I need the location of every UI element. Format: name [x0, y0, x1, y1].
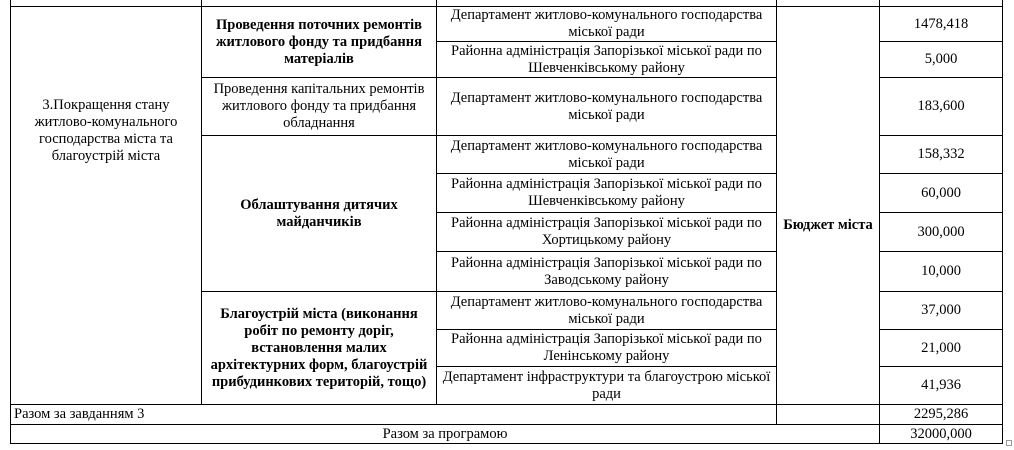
table-end-mark: [1006, 440, 1012, 446]
measure-name: Проведення поточних ремонтів житлового фонду та придбання матеріалів: [215, 16, 422, 67]
amount: 183,600: [917, 98, 965, 114]
executor: Департамент житлово-комунального господарства міської ради: [450, 89, 763, 123]
amount: 300,000: [917, 223, 965, 240]
executor: Департамент інфраструктури та благоустрою міської ради: [442, 368, 771, 402]
measure-name: Облаштування дитячих майданчиків: [240, 196, 398, 230]
program-total-label: Разом за програмою: [382, 425, 508, 442]
amount: 21,000: [921, 339, 961, 356]
amount: 158,332: [917, 146, 965, 162]
amount: 10,000: [921, 263, 961, 279]
executor: Районна адміністрація Запорізької міської ради по Заводському району: [451, 254, 762, 288]
executor: Департамент житлово-комунального господарства міської ради: [450, 293, 763, 327]
executor: Департамент житлово-комунального господарства міської ради: [450, 7, 763, 40]
program-total-value: 32000,000: [910, 425, 972, 442]
amount: 5,000: [924, 51, 958, 67]
executor: Районна адміністрація Запорізької міської ради по Шевченківському району: [451, 176, 762, 209]
amount: 60,000: [921, 184, 961, 201]
funding-source: Бюджет міста: [783, 217, 873, 233]
executor: Районна адміністрація Запорізької міської ради по Шевченківському району: [451, 42, 762, 76]
executor: Районна адміністрація Запорізької міської ради по Хортицькому району: [451, 215, 762, 248]
amount: 37,000: [921, 302, 961, 318]
amount: 41,936: [921, 377, 961, 393]
executor: Районна адміністрація Запорізької міської ради по Ленінському району: [451, 331, 762, 364]
task-total-value: 2295,286: [913, 406, 969, 422]
amount: 1478,418: [913, 15, 969, 32]
measure-name: Благоустрій міста (виконання робіт по ремонту доріг, встановлення малих архітектурних форм, благоустрій прибудинкових територій, тощо): [210, 305, 428, 390]
task-total-label: Разом за завданням 3: [14, 406, 145, 422]
executor: Департамент житлово-комунального господарства міської ради: [450, 137, 763, 171]
measure-name: Проведення капітальних ремонтів житлового фонду та придбання обладнання: [213, 81, 425, 131]
task-title: 3.Покращення стану житлово-комунального господарства міста та благоустрій міста: [34, 96, 178, 164]
